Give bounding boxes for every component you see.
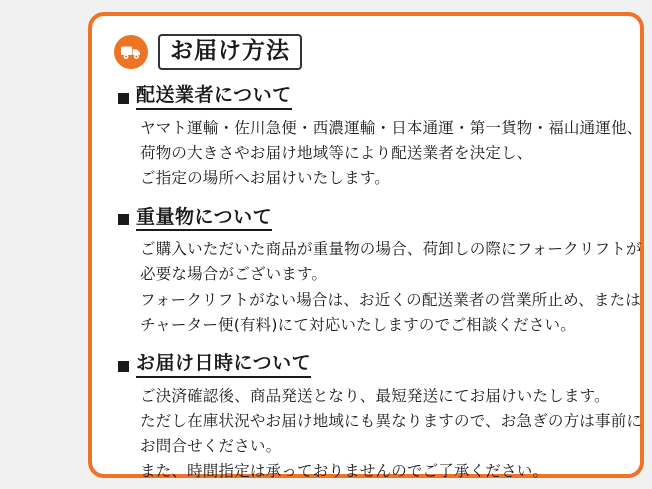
section-heading: 配送業者について (136, 84, 292, 110)
section-delivery-datetime (112, 351, 643, 484)
section-heading: 重量物について (136, 206, 272, 232)
section-heading: お届け日時について (136, 352, 311, 378)
body-line: フォークリフトがない場合は、お近くの配送業者の営業所止め、または (140, 290, 642, 309)
body-line: お問合せください。 (140, 436, 282, 455)
delivery-truck-icon (114, 35, 148, 69)
section-body (140, 237, 642, 337)
section-heading-row (118, 84, 620, 110)
panel-title-row (114, 34, 620, 70)
bullet-square-icon (118, 93, 129, 104)
section-body (140, 384, 643, 484)
page-title: お届け方法 (158, 34, 302, 70)
body-line: ご決済確認後、商品発送となり、最短発送にてお届けいたします。 (140, 386, 610, 405)
section-heading-row (118, 352, 620, 378)
body-line: ご指定の場所へお届けいたします。 (140, 169, 390, 188)
bullet-square-icon (118, 361, 129, 372)
body-line: ご購入いただいた商品が重量物の場合、荷卸しの際にフォークリフトが (140, 240, 642, 259)
bullet-square-icon (118, 214, 129, 225)
body-line: ヤマト運輸・佐川急便・西濃運輸・日本通運・第一貨物・福山通運他、 (140, 119, 643, 138)
section-body (140, 116, 643, 191)
section-shipping-carriers (112, 84, 643, 191)
section-heading-row (118, 206, 620, 232)
body-line: また、時間指定は承っておりませんのでご了承ください。 (140, 461, 549, 480)
body-line: 必要な場合がございます。 (140, 265, 328, 284)
body-line: 荷物の大きさやお届け地域等により配送業者を決定し、 (140, 144, 533, 163)
section-heavy-items (112, 205, 642, 338)
shipping-info-panel (88, 12, 644, 478)
body-line: チャーター便(有料)にて対応いたしますのでご相談ください。 (140, 315, 576, 334)
body-line: ただし在庫状況やお届け地域にも異なりますので、お急ぎの方は事前に (140, 411, 643, 430)
